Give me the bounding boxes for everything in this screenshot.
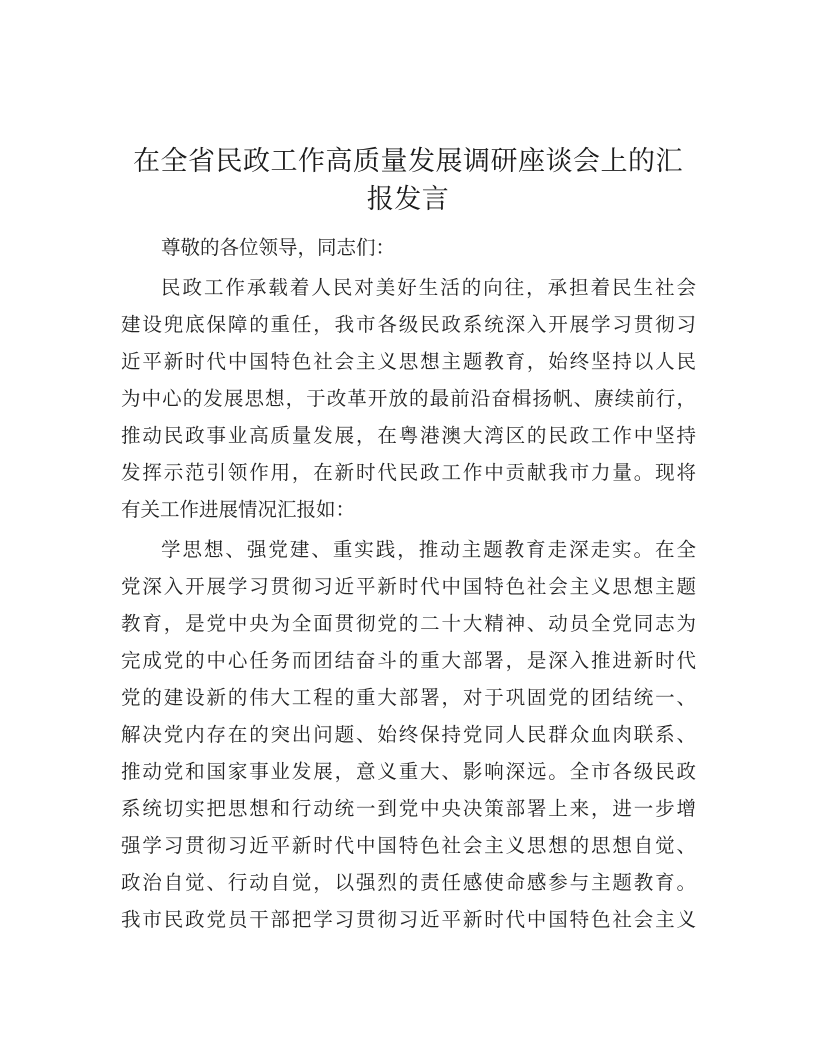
paragraph-line: 学思想、强党建、重实践，推动主题教育走深走实。在全 [161,538,696,561]
document-title [118,143,698,219]
paragraph-line: 建设兜底保障的重任，我市各级民政系统深入开展学习贯彻习 [121,313,696,336]
paragraph-line: 为中心的发展思想，于改革开放的最前沿奋楫扬帆、赓续前行， [121,387,696,410]
paragraph-line: 教育，是党中央为全面贯彻党的二十大精神、动员全党同志为 [121,612,696,635]
paragraph-line: 发挥示范引领作用，在新时代民政工作中贡献我市力量。现将 [121,461,696,484]
paragraph-line: 系统切实把思想和行动统一到党中央决策部署上来，进一步增 [121,797,696,820]
title-line-1: 在全省民政工作高质量发展调研座谈会上的汇 [133,146,683,177]
paragraph-line: 解决党内存在的突出问题、始终保持党同人民群众血肉联系、 [121,723,696,746]
paragraph-line: 近平新时代中国特色社会主义思想主题教育，始终坚持以人民 [121,350,696,373]
title-line-2: 报发言 [366,184,450,215]
paragraph-line: 有关工作进展情况汇报如： [121,498,356,521]
paragraph-line: 完成党的中心任务而团结奋斗的重大部署，是深入推进新时代 [121,649,696,672]
paragraph-line: 强学习贯彻习近平新时代中国特色社会主义思想的思想自觉、 [121,834,696,857]
salutation: 尊敬的各位领导，同志们： [161,236,396,259]
paragraph-1 [121,269,696,528]
paragraph-line: 推动党和国家事业发展，意义重大、影响深远。全市各级民政 [121,760,696,783]
paragraph-line: 民政工作承载着人民对美好生活的向往，承担着民生社会 [161,276,696,299]
paragraph-2 [121,531,696,938]
paragraph-line: 党的建设新的伟大工程的重大部署，对于巩固党的团结统一、 [121,686,696,709]
paragraph-line: 政治自觉、行动自觉，以强烈的责任感使命感参与主题教育。 [121,871,696,894]
paragraph-line: 推动民政事业高质量发展，在粤港澳大湾区的民政工作中坚持 [121,424,696,447]
paragraph-line: 党深入开展学习贯彻习近平新时代中国特色社会主义思想主题 [121,575,696,598]
paragraph-line: 我市民政党员干部把学习贯彻习近平新时代中国特色社会主义 [121,908,696,931]
document-body [121,229,696,938]
